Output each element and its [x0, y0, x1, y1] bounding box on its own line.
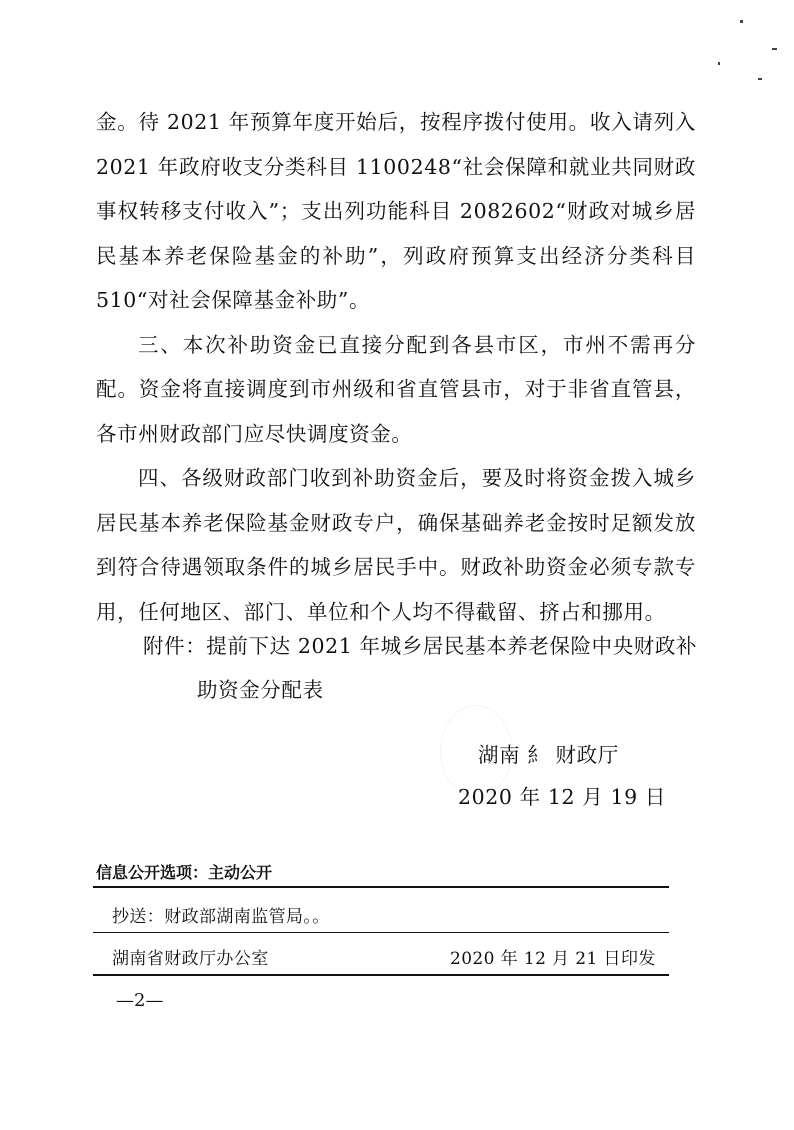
page-number: —2—	[116, 990, 164, 1011]
attachment-line-2: 助资金分配表	[197, 678, 324, 702]
attachment-note	[143, 624, 703, 712]
cc-recipients: 抄送：财政部湖南监管局。。	[112, 907, 330, 927]
issuing-authority: 湖南 ⺯ 财政厅	[478, 743, 619, 767]
issuing-office: 湖南省财政厅办公室	[112, 949, 269, 969]
scan-speck	[718, 62, 720, 65]
print-date: 2020 年 12 月 21 日印发	[450, 949, 656, 969]
scan-speck	[772, 48, 777, 50]
scan-speck	[758, 78, 762, 80]
issue-date: 2020 年 12 月 19 日	[458, 785, 667, 809]
paragraph-item-four: 四、各级财政部门收到补助资金后，要及时将资金拨入城乡居民基本养老保险基金财政专户，确保基础养老金按时足额发放到符合待遇领取条件的城乡居民手中。财政补助资金必须专款专用，任何地区、部门、单位和个人均不得截留、挤占和挪用。	[96, 466, 696, 624]
paragraph-item-three: 三、本次补助资金已直接分配到各县市区，市州不需再分配。资金将直接调度到市州级和省直管县市，对于非省直管县，各市州财政部门应尽快调度资金。	[96, 332, 696, 446]
attachment-line-1: 附件：提前下达 2021 年城乡居民基本养老保险中央财政补	[143, 634, 698, 658]
document-body	[96, 100, 696, 634]
scan-speck	[740, 20, 743, 23]
paragraph-funding-classification: 金。待 2021 年预算年度开始后，按程序拨付使用。收入请列入 2021 年政府收支分类科目 1100248“社会保障和就业共同财政事权转移支付收入”；支出列功能科目 2082602“财政对城乡居民基本养老保险基金的补助”，列政府预算支出经济分类科目 510“对社会保障基金补助”。	[96, 110, 696, 312]
footer-rule-bottom	[93, 974, 669, 976]
disclosure-option: 信息公开选项：主动公开	[96, 863, 273, 882]
footer-rule-middle	[93, 932, 669, 933]
footer-rule-top	[93, 886, 669, 888]
